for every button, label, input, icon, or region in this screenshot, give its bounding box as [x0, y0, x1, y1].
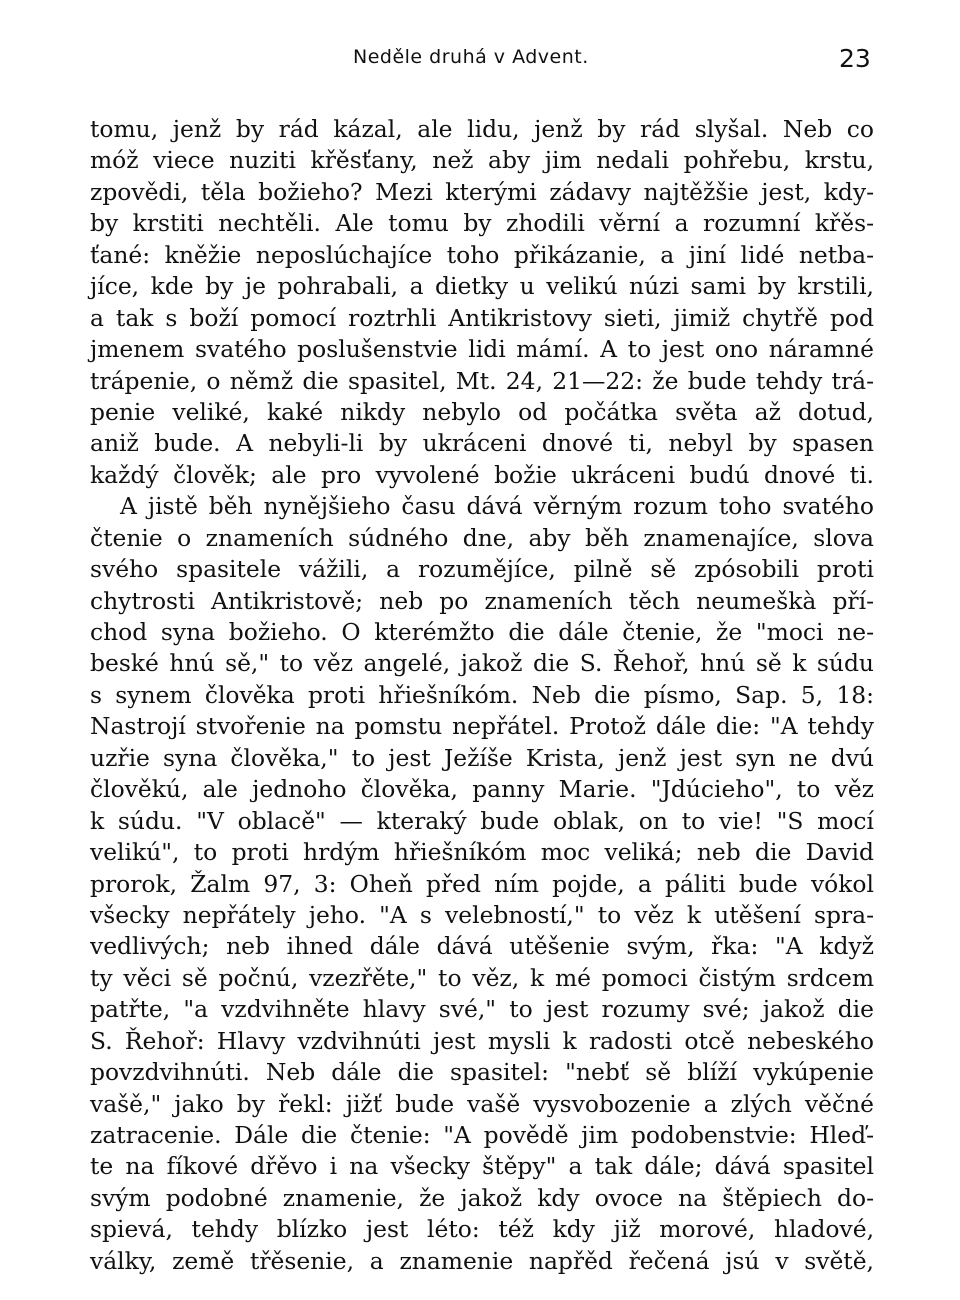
text-line: chod syna božieho. O kterémžto die dále čtenie, že "moci ne- [90, 618, 874, 646]
text-line: a tak s boží pomocí roztrhli Antikristovy sieti, jimiž chytřě pod [90, 303, 874, 332]
text-line: ťané: kněžie neposlúchajíce toho přikázanie, a jiní lidé netba- [90, 240, 874, 269]
text-line: by krstiti nechtěli. Ale tomu by zhodili věrní a rozumní křěs- [90, 209, 874, 238]
text-line: móž viece nuziti křěsťany, než aby jim nedali pohřebu, krstu, [90, 146, 874, 175]
text-line: penie veliké, kaké nikdy nebylo od počátka světa až dotud, [90, 397, 874, 426]
text-line: uzřie syna člověka," to jest Ježíše Krista, jenž jest syn ne dvú [90, 743, 874, 772]
text-line: všecky nepřátely jeho. "A s velebností," to věz k utěšení spra- [90, 900, 874, 929]
text-line: velikú", to proti hrdým hřiešníkóm moc veliká; neb die David [90, 838, 874, 867]
text-line: tomu, jenž by rád kázal, ale lidu, jenž by rád slyšal. Neb co [90, 115, 874, 143]
body-text [90, 114, 874, 1277]
text-line: s synem člověka proti hřiešníkóm. Neb die písmo, Sap. 5, 18: [90, 680, 874, 709]
text-line: Nastrojí stvořenie na pomstu nepřátel. Protož dále die: "A tehdy [90, 712, 874, 741]
text-line: svým podobné znamenie, že jakož kdy ovoce na štěpiech do- [90, 1183, 874, 1212]
running-head [0, 44, 960, 78]
text-line: člověkú, ale jednoho člověka, panny Marie. "Jdúcieho", to věz [90, 775, 874, 804]
text-line: ty věci sě počnú, vzezřěte," to věz, k mé pomoci čistým srdcem [90, 963, 874, 992]
text-line: aniž bude. A nebyli-li by ukráceni dnové ti, nebyl by spasen [90, 429, 874, 458]
text-line: čtenie o znameních súdného dne, aby běh znamenajíce, slova [90, 523, 874, 552]
text-line: povzdvihnúti. Neb dále die spasitel: "nebť sě blíží vykúpenie [90, 1058, 874, 1087]
text-line: každý člověk; ale pro vyvolené božie ukráceni budú dnové ti. [90, 460, 874, 489]
text-line: svého spasitele vážili, a rozumějíce, pilně sě zpósobili proti [90, 555, 874, 584]
text-line: patřte, "a vzdvihněte hlavy své," to jest rozumy své; jakož die [90, 995, 874, 1024]
text-line: S. Řehoř: Hlavy vzdvihnúti jest mysli k radosti otcě nebeského [90, 1026, 874, 1055]
text-line: prorok, Žalm 97, 3: Oheň před ním pojde, a páliti bude vókol [90, 869, 874, 898]
page-number: 23 [839, 44, 871, 73]
text-line: beské hnú sě," to věz angelé, jakož die S. Řehoř, hnú sě k súdu [90, 649, 874, 678]
text-line: jmenem svatého poslušenstvie lidi mámí. A to jest ono náramné [90, 335, 874, 364]
text-line: války, země třěsenie, a znamenie napřěd řečená jsú v světě, [90, 1246, 874, 1275]
text-line: te na fíkové dřěvo i na všecky štěpy" a tak dále; dává spasitel [90, 1152, 874, 1181]
text-line: vedlivých; neb ihned dále dává utěšenie svým, řka: "A když [90, 932, 874, 961]
running-title: Neděle druhá v Advent. [353, 46, 589, 68]
text-line: A jistě běh nynějšieho času dává věrným rozum toho svatého [120, 492, 874, 521]
text-line: zatracenie. Dále die čtenie: "A povědě jim podobenstvie: Hleď- [90, 1121, 874, 1149]
text-line: vašě," jako by řekl: jižť bude vašě vysvobozenie a zlých věčné [90, 1089, 874, 1118]
text-line: trápenie, o němž die spasitel, Mt. 24, 21—22: že bude tehdy trá- [90, 366, 874, 395]
text-line: k súdu. "V oblacě" — kteraký bude oblak, on to vie! "S mocí [90, 806, 874, 835]
text-line: jíce, kde by je pohrabali, a dietky u velikú núzi sami by krstili, [90, 272, 874, 301]
text-line: chytrosti Antikristově; neb po znameních těch neumeškà pří- [90, 586, 874, 615]
text-line: zpovědi, těla božieho? Mezi kterými zádavy najtěžšie jest, kdy- [90, 177, 874, 206]
text-line: spievá, tehdy blízko jest léto: též kdy již morové, hladové, [90, 1215, 874, 1244]
